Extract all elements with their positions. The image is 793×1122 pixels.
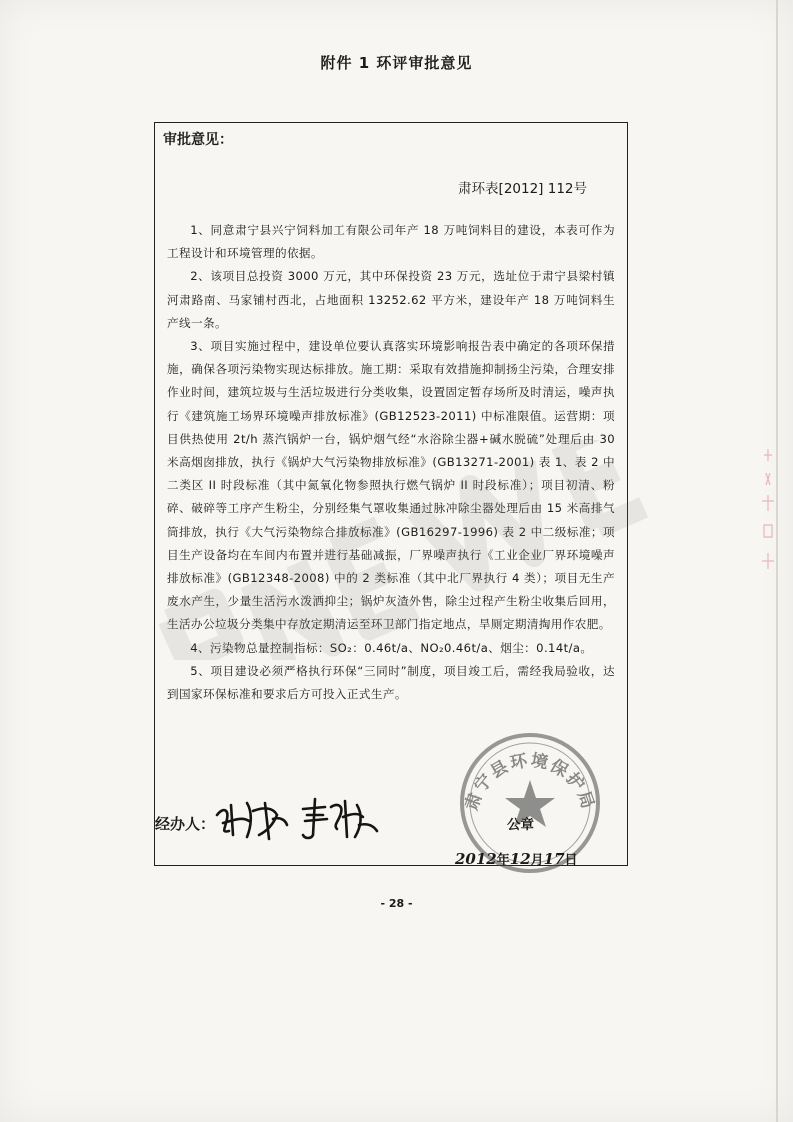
- approval-date: [455, 849, 578, 868]
- signer-label: 经办人：: [155, 815, 216, 833]
- date-month: 12: [509, 850, 531, 868]
- margin-stamp-artifact: [756, 445, 780, 585]
- paragraph-5: 5、项目建设必须严格执行环保“三同时”制度，项目竣工后，需经我局验收，达到国家环保标准和要求后方可投入正式生产。: [167, 663, 615, 702]
- seal-label: 公章: [507, 817, 534, 833]
- approval-body: [167, 219, 615, 706]
- date-year: 2012: [455, 850, 497, 868]
- date-day: 17: [543, 850, 565, 868]
- paragraph-4: 4、污染物总量控制指标：SO₂：0.46t/a、NO₂0.46t/a、烟尘：0.14t/a。: [190, 640, 593, 655]
- date-day-suffix: 日: [564, 853, 578, 868]
- handwritten-signature-1: [213, 795, 291, 843]
- approval-label: 审批意见：: [163, 132, 233, 148]
- date-month-suffix: 月: [530, 853, 544, 868]
- document-number: 肃环表[2012] 112号: [458, 181, 587, 197]
- paragraph-2: 2、该项目总投资 3000 万元，其中环保投资 23 万元，选址位于肃宁县梁村镇河肃路南、马家铺村西北，占地面积 13252.62 平方米，建设年产 18 万吨饲料生产线一条。: [167, 269, 615, 330]
- attachment-title: 附件 1 环评审批意见: [320, 54, 473, 72]
- svg-text:肃宁县环境保护局: 肃宁县环境保护局: [461, 750, 599, 814]
- date-year-suffix: 年: [496, 853, 510, 868]
- approval-box: [154, 122, 628, 866]
- paragraph-3: 3、项目实施过程中，建设单位要认真落实环境影响报告表中确定的各项环保措施，确保各项污染物实现达标排放。施工期：采取有效措施抑制扬尘污染，合理安排作业时间，建筑垃圾与生活垃圾进行分类收集，设置固定暂存场所及时清运，噪声执行《建筑施工场界环境噪声排放标准》(GB12523-2011) 中标准限值。运营期：项目供热使用 2t/h 蒸汽锅炉一台，锅炉烟气经“水浴除尘器+碱水脱硫”处理后由 30 米高烟囱排放，执行《锅炉大气污染物排放标准》(GB13271-2001) 表 1、表 2 中二类区 II 时段标准（其中氮氧化物参照执行燃气锅炉 II 时段标准）；项目初清、粉碎、破碎等工序产生粉尘，分别经集气罩收集通过脉冲除尘器处理后由 15 米高排气筒排放，执行《大气污染物综合排放标准》(GB16297-1996) 表 2 中二级标准；项目生产设备均在车间内布置并进行基础减振，厂界噪声执行《工业企业厂界环境噪声排放标准》(GB12348-2008) 中的 2 类标准（其中北厂界执行 4 类）；项目无生产废水产生，少量生活污水泼洒抑尘；锅炉灰渣外售，除尘过程产生粉尘收集后回用，生活办公垃圾分类集中存放定期清运至环卫部门指定地点，旱厕定期清掏用作农肥。: [167, 339, 615, 632]
- handwritten-signature-2: [297, 795, 381, 843]
- paragraph-1: 1、同意肃宁县兴宁饲料加工有限公司年产 18 万吨饲料目的建设，本表可作为工程设计和环境管理的依据。: [167, 223, 615, 261]
- page-number: - 28 -: [380, 897, 413, 910]
